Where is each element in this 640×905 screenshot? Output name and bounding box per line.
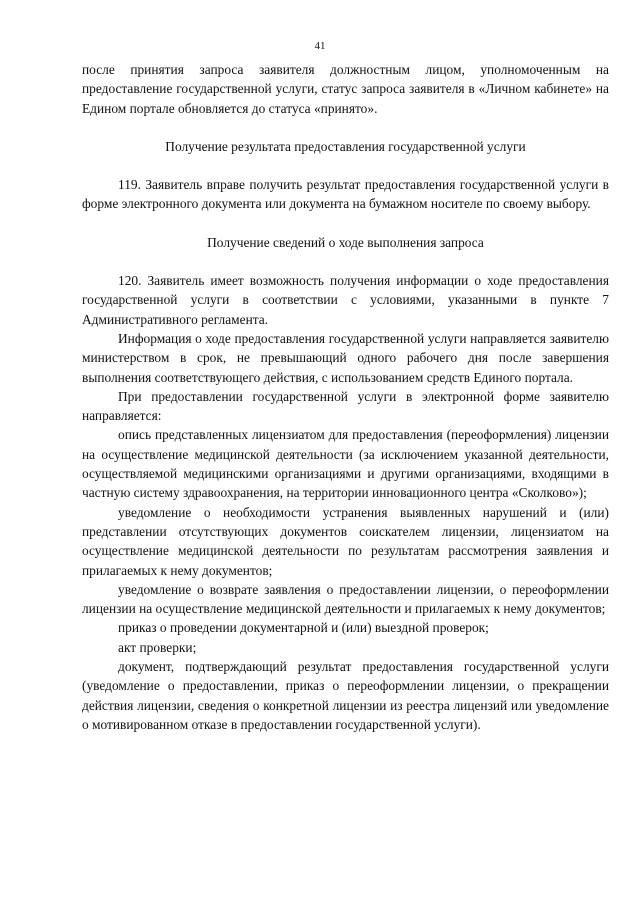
list-item-notice-return: уведомление о возврате заявления о предоставлении лицензии, о переоформлении лицензии на осуществление медицинской деятельности и прилагаемых к нему документов; [82, 581, 609, 617]
section-heading-result: Получение результата предоставления государственной услуги [165, 138, 526, 154]
page-number: 41 [314, 40, 326, 52]
document-body [82, 60, 609, 734]
list-item-inventory: опись представленных лицензиатом для предоставления (переоформления) лицензии на осуществление медицинской деятельности (за исключением указанной деятельности, осуществляемой медицинскими организациями и другими организациями, входящими в частную систему здравоохранения, на территории инновационного центра «Сколково»); [82, 427, 609, 501]
paragraph-120: 120. Заявитель имеет возможность получения информации о ходе предоставления государственной услуги в соответствии с условиями, указанными в пункте 7 Административного регламента. [82, 273, 609, 327]
spacer [82, 252, 609, 271]
spacer [82, 118, 609, 137]
section-heading-progress: Получение сведений о ходе выполнения запроса [207, 234, 484, 250]
list-item-order-inspection: приказ о проведении документарной и (или) выездной проверок; [118, 620, 489, 636]
paragraph-119: 119. Заявитель вправе получить результат предоставления государственной услуги в форме электронного документа или документа на бумажном носителе по своему выбору. [82, 177, 609, 212]
spacer [82, 214, 609, 233]
paragraph-electronic-form: При предоставлении государственной услуги в электронной форме заявителю направляется: [82, 388, 609, 424]
paragraph-continuation: после принятия запроса заявителя должностным лицом, уполномоченным на предоставление государственной услуги, статус запроса заявителя в «Личном кабинете» на Едином портале обновляется до статуса «принято». [82, 62, 609, 116]
list-item-result-document: документ, подтверждающий результат предоставления государственной услуги (уведомление о предоставлении, приказ о переоформлении лицензии, о прекращении действия лицензии, сведения о конкретной лицензии из реестра лицензий или уведомление о мотивированном отказе в предоставлении государственной услуги). [82, 659, 609, 732]
list-item-inspection-act: акт проверки; [118, 639, 197, 655]
spacer [82, 156, 609, 175]
list-item-notice-violations: уведомление о необходимости устранения выявленных нарушений и (или) представлении отсутствующих документов соискателем лицензии, лицензиатом на осуществление медицинской деятельности по результатам рассмотрения заявления и прилагаемых к нему документов; [82, 504, 609, 578]
paragraph-info: Информация о ходе предоставления государственной услуги направляется заявителю министерством в срок, не превышающий одного рабочего дня после завершения выполнения соответствующего действия, с использованием средств Единого портала. [82, 330, 609, 385]
